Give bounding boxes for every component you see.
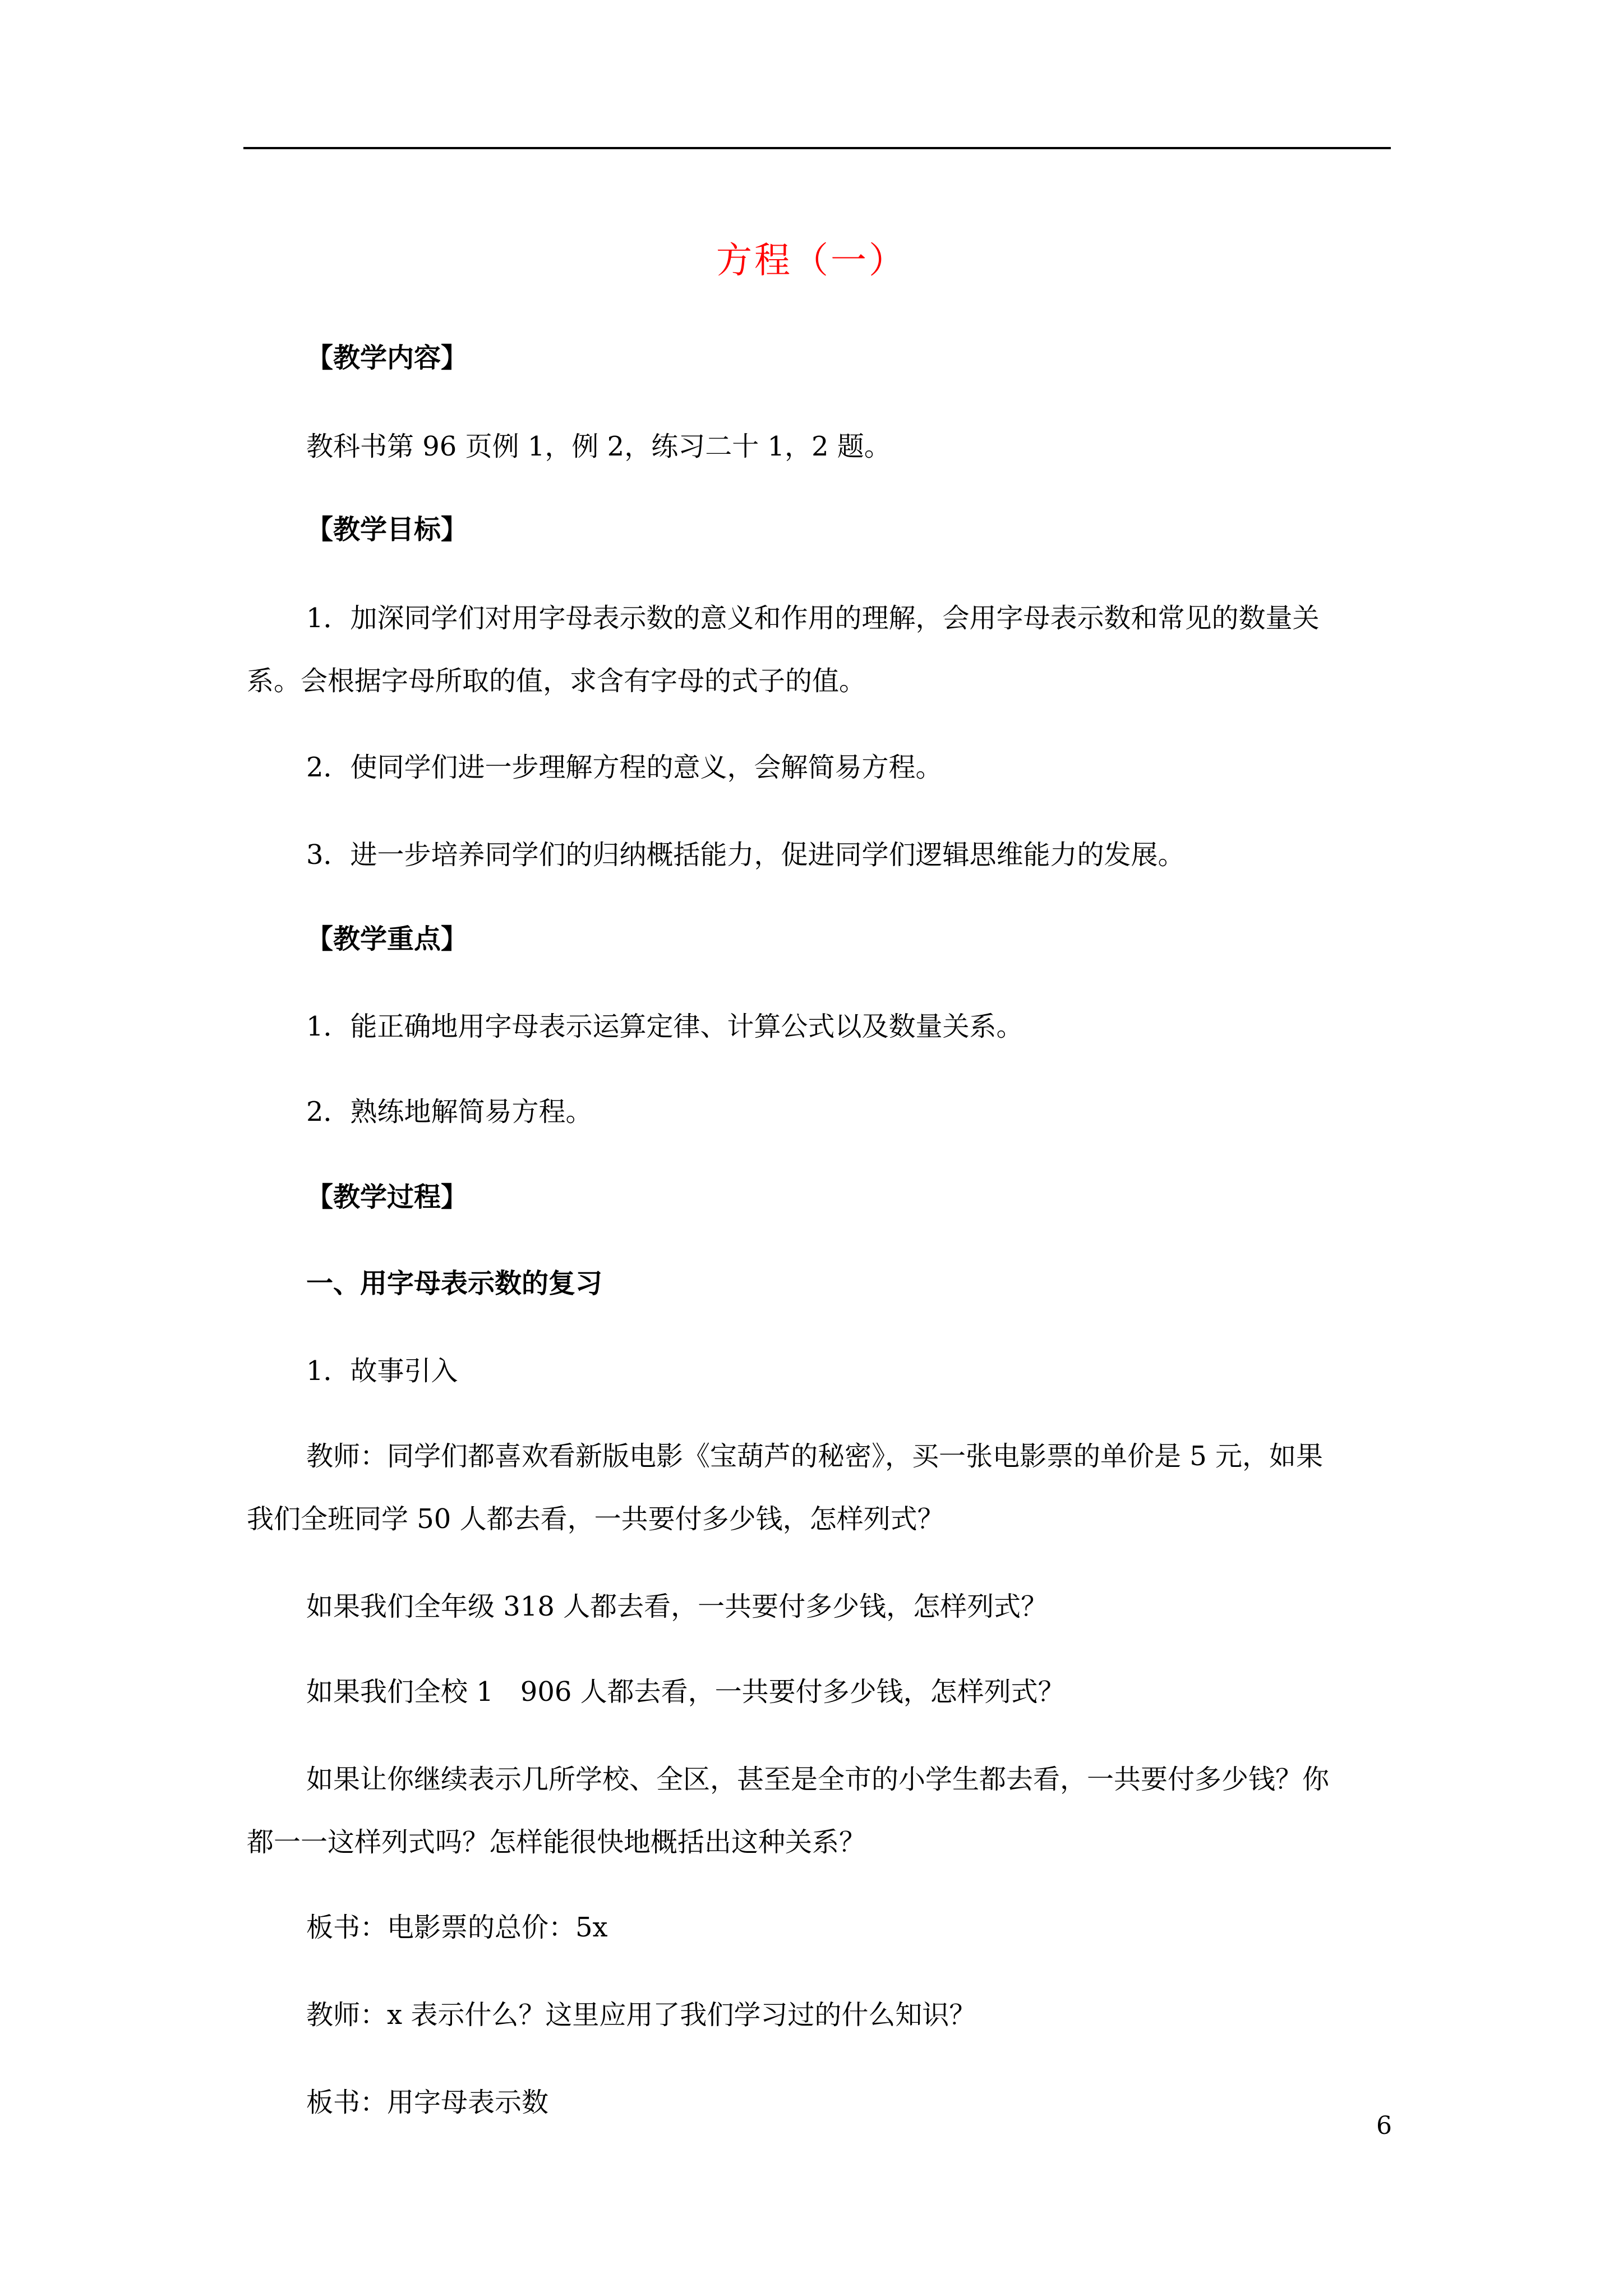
part-1-heading: 一、用字母表示数的复习 bbox=[306, 1268, 603, 1299]
content-text: 教科书第 96 页例 1，例 2，练习二十 1，2 题。 bbox=[306, 431, 891, 462]
key-heading: 【教学重点】 bbox=[306, 923, 468, 955]
paragraph-1-line-1: 教师：同学们都喜欢看新版电影《宝葫芦的秘密》，买一张电影票的单价是 5 元，如果 bbox=[306, 1441, 1324, 1472]
key-2: 2．熟练地解简易方程。 bbox=[306, 1096, 593, 1128]
paragraph-2: 如果我们全年级 318 人都去看，一共要付多少钱，怎样列式？ bbox=[306, 1591, 1048, 1622]
paragraph-4-line-2: 都一一这样列式吗？怎样能很快地概括出这种关系？ bbox=[247, 1826, 866, 1858]
step-1: 1．故事引入 bbox=[306, 1355, 458, 1387]
goal-1-line-2: 系。会根据字母所取的值，求含有字母的式子的值。 bbox=[247, 665, 866, 697]
page-title: 方程（一） bbox=[716, 240, 907, 282]
paragraph-5: 教师：x 表示什么？这里应用了我们学习过的什么知识？ bbox=[306, 1999, 976, 2031]
paragraph-4-line-1: 如果让你继续表示几所学校、全区，甚至是全市的小学生都去看，一共要付多少钱？你 bbox=[306, 1764, 1330, 1795]
page-number: 6 bbox=[1376, 2111, 1392, 2140]
goal-2: 2．使同学们进一步理解方程的意义，会解简易方程。 bbox=[306, 752, 943, 783]
content-heading: 【教学内容】 bbox=[306, 342, 468, 374]
board-writing-1: 板书：电影票的总价：5x bbox=[306, 1912, 608, 1943]
key-1: 1．能正确地用字母表示运算定律、计算公式以及数量关系。 bbox=[306, 1011, 1023, 1042]
goal-1-line-1: 1．加深同学们对用字母表示数的意义和作用的理解，会用字母表示数和常见的数量关 bbox=[306, 602, 1320, 634]
paragraph-1-line-2: 我们全班同学 50 人都去看，一共要付多少钱，怎样列式？ bbox=[247, 1503, 944, 1535]
board-writing-2: 板书：用字母表示数 bbox=[306, 2087, 549, 2118]
goal-3: 3．进一步培养同学们的归纳概括能力，促进同学们逻辑思维能力的发展。 bbox=[306, 839, 1185, 871]
goals-heading: 【教学目标】 bbox=[306, 514, 468, 545]
paragraph-3: 如果我们全校 1 906 人都去看，一共要付多少钱，怎样列式？ bbox=[306, 1676, 1065, 1708]
process-heading: 【教学过程】 bbox=[306, 1181, 468, 1213]
header-rule bbox=[243, 147, 1391, 149]
